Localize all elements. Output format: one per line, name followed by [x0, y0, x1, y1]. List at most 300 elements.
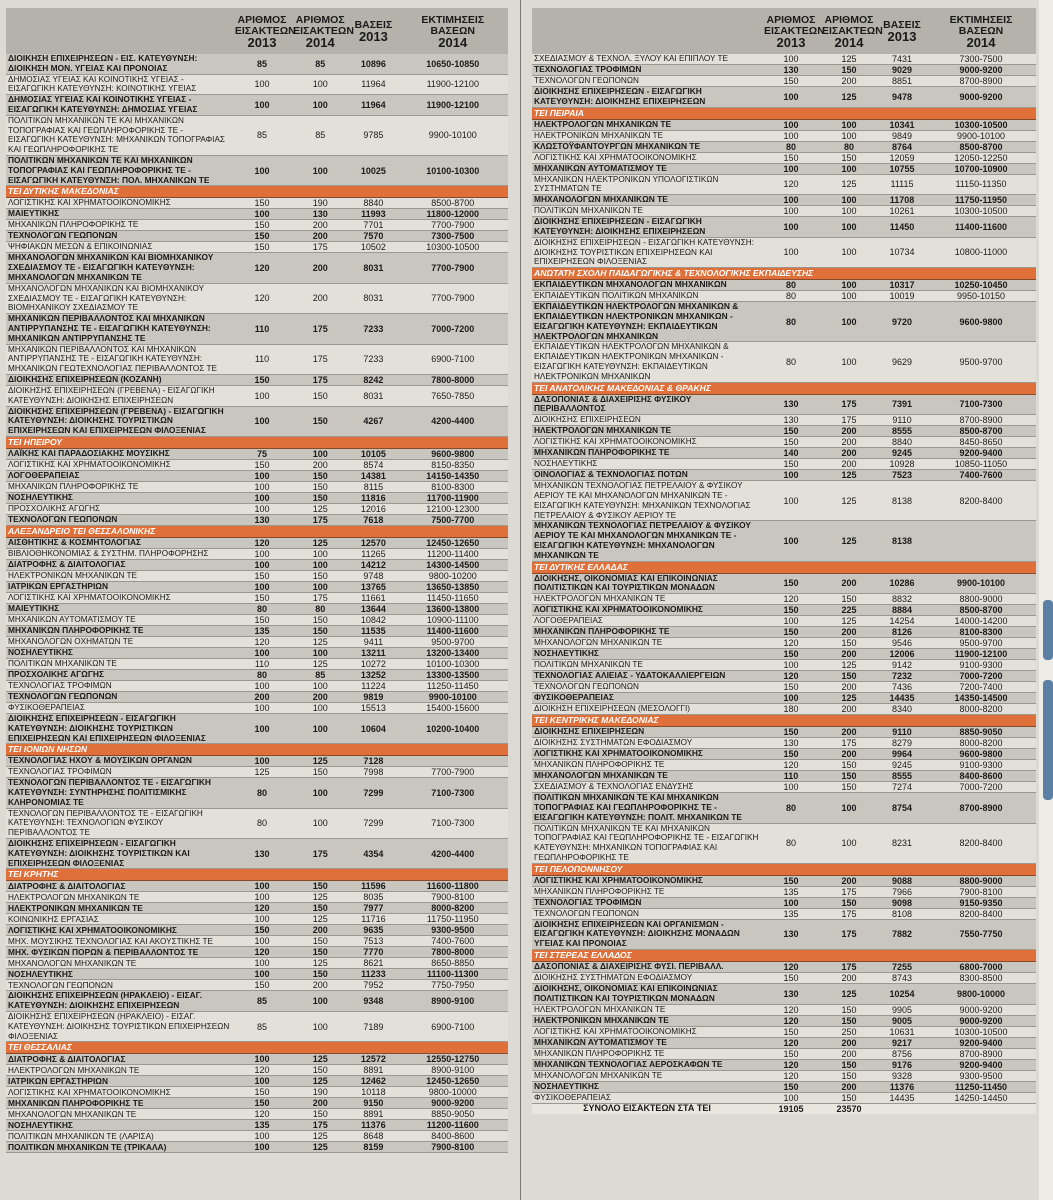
- section-title: ΤΕΙ ΔΥΤΙΚΗΣ ΜΑΚΕΔΟΝΙΑΣ: [6, 186, 508, 198]
- base-2013: 7998: [349, 767, 397, 778]
- base-2013: 7436: [878, 682, 926, 693]
- estimate-2014: 8500-8700: [926, 141, 1036, 152]
- table-row: [532, 1004, 1036, 1015]
- base-2013: 9110: [878, 415, 926, 426]
- base-2013: 8621: [349, 958, 397, 969]
- admissions-2013: 150: [762, 437, 820, 448]
- section-title: ΤΕΙ ΠΕΛΟΠΟΝΝΗΣΟΥ: [532, 863, 1036, 875]
- table-row: [532, 237, 1036, 267]
- table-row: [6, 581, 508, 592]
- admissions-2013: 100: [762, 521, 820, 561]
- estimate-2014: 8000-8200: [926, 738, 1036, 749]
- admissions-2013: 150: [233, 570, 291, 581]
- department-name: ΜΗΧΑΝΙΚΩΝ ΗΛΕΚΤΡΟΝΙΚΩΝ ΥΠΟΛΟΓΙΣΤΙΚΩΝ ΣΥΣΤΗΜΑΤΩΝ ΤΕ: [532, 174, 762, 195]
- admissions-2013: 100: [762, 1092, 820, 1103]
- estimate-2014: 10200-10400: [398, 713, 508, 743]
- base-2013: 7232: [878, 671, 926, 682]
- admissions-2014: 200: [291, 459, 349, 470]
- base-2013: 10341: [878, 119, 926, 130]
- section-header: [532, 863, 1036, 875]
- base-2013: 11224: [349, 680, 397, 691]
- admissions-2013: 110: [233, 314, 291, 344]
- admissions-2014: 150: [820, 1004, 878, 1015]
- base-2013: 9964: [878, 749, 926, 760]
- base-2013: 7770: [349, 947, 397, 958]
- estimate-2014: 8650-8850: [398, 958, 508, 969]
- table-row: [532, 908, 1036, 919]
- admissions-2013: 100: [762, 897, 820, 908]
- table-row: [6, 459, 508, 470]
- admissions-2013: 150: [762, 627, 820, 638]
- department-name: ΔΙΟΙΚΗΣΗΣ ΕΠΙΧΕΙΡΗΣΕΩΝ: [532, 727, 762, 738]
- admissions-2013: 100: [762, 163, 820, 174]
- admissions-2013: 120: [762, 1037, 820, 1048]
- admissions-2013: 100: [233, 702, 291, 713]
- department-name: ΙΑΤΡΙΚΩΝ ΕΡΓΑΣΤΗΡΙΩΝ: [6, 581, 233, 592]
- department-name: ΜΗΧΑΝΟΛΟΓΩΝ ΜΗΧΑΝΙΚΩΝ ΤΕ: [6, 958, 233, 969]
- admissions-2014: 80: [291, 603, 349, 614]
- department-name: ΗΛΕΚΤΡΟΛΟΓΩΝ ΜΗΧΑΝΙΚΩΝ ΤΕ: [532, 594, 762, 605]
- admissions-2013: 85: [233, 991, 291, 1012]
- estimate-2014: 9300-9500: [398, 925, 508, 936]
- table-row: [6, 636, 508, 647]
- table-row: [532, 727, 1036, 738]
- estimate-2014: 9300-9500: [926, 1070, 1036, 1081]
- admissions-2014: 125: [820, 174, 878, 195]
- table-row: [532, 738, 1036, 749]
- department-name: ΤΕΧΝΟΛΟΓΙΑΣ ΤΡΟΦΙΜΩΝ: [6, 767, 233, 778]
- admissions-2014: 100: [820, 119, 878, 130]
- estimate-2014: 7550-7750: [926, 919, 1036, 949]
- admissions-2014: 175: [291, 1120, 349, 1131]
- admissions-2014: 150: [291, 406, 349, 436]
- admissions-2014: 150: [820, 1070, 878, 1081]
- base-2013: 8031: [349, 283, 397, 313]
- admissions-2014: 150: [820, 1059, 878, 1070]
- admissions-2013: 100: [233, 1076, 291, 1087]
- table-row: [6, 198, 508, 209]
- department-name: ΔΙΑΤΡΟΦΗΣ & ΔΙΑΙΤΟΛΟΓΙΑΣ: [6, 1054, 233, 1065]
- table-row: [532, 130, 1036, 141]
- admissions-2014: 200: [291, 253, 349, 283]
- admissions-2013: 80: [762, 280, 820, 291]
- estimate-2014: 10850-11050: [926, 459, 1036, 470]
- estimate-2014: 10700-10900: [926, 163, 1036, 174]
- table-row: [6, 74, 508, 95]
- department-name: ΜΗΧΑΝΙΚΩΝ ΠΛΗΡΟΦΟΡΙΚΗΣ ΤΕ: [532, 627, 762, 638]
- admissions-2013: 120: [762, 1059, 820, 1070]
- admissions-2014: 100: [820, 206, 878, 217]
- admissions-2014: 200: [820, 704, 878, 715]
- admissions-2014: 100: [291, 95, 349, 116]
- department-name: ΜΗΧΑΝΙΚΩΝ ΠΕΡΙΒΑΛΛΟΝΤΟΣ ΚΑΙ ΜΗΧΑΝΙΚΩΝ ΑΝΤΙΡΡΥΠΑΝΣΗΣ ΤΕ - ΕΙΣΑΓΩΓΙΚΗ ΚΑΤΕΥΘΥΝΣΗ: ΜΗΧΑΝΙΚΩΝ ΑΝΤΙΡΡΥΠΑΝΣΗΣ ΤΕ: [6, 314, 233, 344]
- department-name: ΗΛΕΚΤΡΟΝΙΚΩΝ ΜΗΧΑΝΙΚΩΝ ΤΕ: [6, 903, 233, 914]
- department-name: ΜΑΙΕΥΤΙΚΗΣ: [6, 209, 233, 220]
- department-name: ΤΕΧΝΟΛΟΓΩΝ ΓΕΩΠΟΝΩΝ: [6, 980, 233, 991]
- base-2013: 7255: [878, 962, 926, 973]
- admissions-2013: 150: [233, 1087, 291, 1098]
- estimate-2014: 4200-4400: [398, 406, 508, 436]
- base-2013: 10118: [349, 1087, 397, 1098]
- table-row: [6, 1076, 508, 1087]
- department-name: ΙΑΤΡΙΚΩΝ ΕΡΓΑΣΤΗΡΙΩΝ: [6, 1076, 233, 1087]
- admissions-2014: 150: [820, 671, 878, 682]
- department-name: ΜΗΧΑΝΙΚΩΝ ΠΛΗΡΟΦΟΡΙΚΗΣ ΤΕ: [532, 448, 762, 459]
- table-row: [6, 283, 508, 313]
- table-row: [532, 54, 1036, 65]
- admissions-2014: 200: [291, 231, 349, 242]
- department-name: ΤΕΧΝΟΛΟΓΙΑΣ ΑΛΙΕΙΑΣ - ΥΔΑΤΟΚΑΛΛΙΕΡΓΕΙΩΝ: [532, 671, 762, 682]
- admissions-2013: 120: [233, 283, 291, 313]
- admissions-2013: 130: [762, 415, 820, 426]
- estimate-2014: 9600-9800: [926, 302, 1036, 342]
- admissions-2014: 125: [291, 756, 349, 767]
- base-2013: 10502: [349, 242, 397, 253]
- left-table: [6, 8, 508, 1153]
- base-2013: 7189: [349, 1012, 397, 1042]
- base-2013: 8242: [349, 374, 397, 385]
- admissions-2014: 125: [291, 537, 349, 548]
- admissions-2013: 100: [233, 492, 291, 503]
- admissions-2013: 80: [233, 669, 291, 680]
- base-2013: 7952: [349, 980, 397, 991]
- total-row: [532, 1103, 1036, 1114]
- admissions-2013: 130: [762, 65, 820, 76]
- estimate-2014: 7400-7600: [926, 470, 1036, 481]
- department-name: ΜΗΧΑΝΙΚΩΝ ΤΕΧΝΟΛΟΓΙΑΣ ΑΕΡΟΣΚΑΦΩΝ ΤΕ: [532, 1059, 762, 1070]
- base-2013: 8138: [878, 521, 926, 561]
- department-name: ΤΕΧΝΟΛΟΓΙΑΣ ΤΡΟΦΙΜΩΝ: [532, 897, 762, 908]
- admissions-2014: 150: [291, 492, 349, 503]
- estimate-2014: 14000-14200: [926, 616, 1036, 627]
- base-2013: 7233: [349, 314, 397, 344]
- department-name: ΔΗΜΟΣΙΑΣ ΥΓΕΙΑΣ ΚΑΙ ΚΟΙΝΟΤΙΚΗΣ ΥΓΕΙΑΣ - ΕΙΣΑΓΩΓΙΚΗ ΚΑΤΕΥΘΥΝΣΗ: ΔΗΜΟΣΙΑΣ ΥΓΕΙΑΣ: [6, 95, 233, 116]
- admissions-2013: 75: [233, 448, 291, 459]
- table-row: [532, 119, 1036, 130]
- table-row: [6, 691, 508, 702]
- base-2013: 7966: [878, 886, 926, 897]
- table-row: [6, 1087, 508, 1098]
- admissions-2014: 150: [291, 881, 349, 892]
- table-row: [532, 793, 1036, 823]
- base-2013: 9478: [878, 87, 926, 108]
- estimate-2014: 11750-11950: [398, 914, 508, 925]
- table-row: [6, 1054, 508, 1065]
- header-col1: ΑΡΙΘΜΟΣ ΕΙΣΑΚΤΕΩΝ 2013: [762, 8, 820, 54]
- admissions-2013: 85: [233, 54, 291, 74]
- estimate-2014: 11750-11950: [926, 195, 1036, 206]
- base-2013: 12462: [349, 1076, 397, 1087]
- section-header: [6, 869, 508, 881]
- department-name: ΗΛΕΚΤΡΟΛΟΓΩΝ ΜΗΧΑΝΙΚΩΝ ΤΕ: [6, 892, 233, 903]
- estimate-2014: 7000-7200: [926, 671, 1036, 682]
- admissions-2014: 125: [291, 892, 349, 903]
- admissions-2014: 200: [820, 76, 878, 87]
- base-2013: 7274: [878, 782, 926, 793]
- estimate-2014: 8800-9000: [926, 594, 1036, 605]
- estimate-2014: 7700-7900: [398, 253, 508, 283]
- department-name: ΛΟΓΙΣΤΙΚΗΣ ΚΑΙ ΧΡΗΜΑΤΟΟΙΚΟΝΟΜΙΚΗΣ: [532, 875, 762, 886]
- admissions-2013: 150: [762, 749, 820, 760]
- department-name: ΔΙΑΤΡΟΦΗΣ & ΔΙΑΙΤΟΛΟΓΙΑΣ: [6, 881, 233, 892]
- admissions-2014: 130: [291, 209, 349, 220]
- base-2013: 11708: [878, 195, 926, 206]
- estimate-2014: 9150-9350: [926, 897, 1036, 908]
- estimate-2014: 14300-14500: [398, 559, 508, 570]
- estimate-2014: 8100-8300: [926, 627, 1036, 638]
- admissions-2014: 125: [291, 1076, 349, 1087]
- admissions-2014: 200: [291, 283, 349, 313]
- department-name: ΜΗΧΑΝΙΚΩΝ ΠΛΗΡΟΦΟΡΙΚΗΣ ΤΕ: [6, 625, 233, 636]
- estimate-2014: 9100-9300: [926, 660, 1036, 671]
- department-name: ΠΟΛΙΤΙΚΩΝ ΜΗΧΑΝΙΚΩΝ ΤΕ: [532, 206, 762, 217]
- department-name: ΔΙΟΙΚΗΣΗ ΕΠΙΧΕΙΡΗΣΕΩΝ (ΜΕΣΟΛΟΓΓΙ): [532, 704, 762, 715]
- admissions-2014: 200: [291, 925, 349, 936]
- base-2013: 9029: [878, 65, 926, 76]
- admissions-2013: 150: [762, 1081, 820, 1092]
- admissions-2013: 100: [762, 54, 820, 65]
- estimate-2014: 7700-7900: [398, 283, 508, 313]
- admissions-2014: 150: [291, 1109, 349, 1120]
- column-divider: [520, 0, 521, 1200]
- table-row: [6, 767, 508, 778]
- section-title: ΤΕΙ ΔΥΤΙΚΗΣ ΕΛΛΑΔΑΣ: [532, 561, 1036, 573]
- admissions-2013: 100: [233, 503, 291, 514]
- estimate-2014: 8000-8200: [398, 903, 508, 914]
- admissions-2013: 150: [762, 76, 820, 87]
- table-row: [532, 76, 1036, 87]
- base-2013: 11993: [349, 209, 397, 220]
- admissions-2013: 100: [762, 237, 820, 267]
- base-2013: 9245: [878, 448, 926, 459]
- base-2013: 8126: [878, 627, 926, 638]
- admissions-2013: 120: [762, 594, 820, 605]
- estimate-2014: 11900-12100: [926, 649, 1036, 660]
- right-table-column: [532, 8, 1036, 1196]
- section-header: [6, 1042, 508, 1054]
- table-row: [532, 481, 1036, 521]
- admissions-2014: 100: [291, 680, 349, 691]
- department-name: ΝΟΣΗΛΕΥΤΙΚΗΣ: [6, 969, 233, 980]
- estimate-2014: 8200-8400: [926, 481, 1036, 521]
- table-row: [6, 892, 508, 903]
- estimate-2014: 7200-7400: [926, 682, 1036, 693]
- estimate-2014: 7000-7200: [398, 314, 508, 344]
- department-name: ΔΙΟΙΚΗΣΗΣ, ΟΙΚΟΝΟΜΙΑΣ ΚΑΙ ΕΠΙΚΟΙΝΩΝΙΑΣ ΠΟΛΙΤΙΣΤΙΚΩΝ ΚΑΙ ΤΟΥΡΙΣΤΙΚΩΝ ΜΟΝΑΔΩΝ: [532, 573, 762, 594]
- department-name: ΜΗΧ. ΜΟΥΣΙΚΗΣ ΤΕΧΝΟΛΟΓΙΑΣ ΚΑΙ ΑΚΟΥΣΤΙΚΗΣ ΤΕ: [6, 936, 233, 947]
- admissions-2014: 100: [820, 793, 878, 823]
- base-2013: 7523: [878, 470, 926, 481]
- total-label: ΣΥΝΟΛΟ ΕΙΣΑΚΤΕΩΝ ΣΤΑ ΤΕΙ: [532, 1103, 762, 1114]
- base-2013: 10928: [878, 459, 926, 470]
- admissions-2014: 100: [291, 713, 349, 743]
- department-name: ΝΟΣΗΛΕΥΤΙΚΗΣ: [532, 1081, 762, 1092]
- base-2013: 11596: [349, 881, 397, 892]
- department-name: ΚΟΙΝΩΝΙΚΗΣ ΕΡΓΑΣΙΑΣ: [6, 914, 233, 925]
- admissions-2014: 100: [291, 559, 349, 570]
- base-2013: 14435: [878, 1092, 926, 1103]
- section-header: [532, 715, 1036, 727]
- table-row: [532, 1092, 1036, 1103]
- department-name: ΜΗΧΑΝΙΚΩΝ ΠΛΗΡΟΦΟΡΙΚΗΣ ΤΕ: [6, 1098, 233, 1109]
- estimate-2014: 9600-9800: [926, 749, 1036, 760]
- admissions-2013: 100: [233, 548, 291, 559]
- admissions-2014: 150: [820, 760, 878, 771]
- admissions-2014: 150: [291, 767, 349, 778]
- admissions-2013: 120: [233, 1065, 291, 1076]
- estimate-2014: 13200-13400: [398, 647, 508, 658]
- base-2013: 8340: [878, 704, 926, 715]
- estimate-2014: 9000-9200: [926, 1004, 1036, 1015]
- base-2013: 8764: [878, 141, 926, 152]
- admissions-2013: 150: [233, 242, 291, 253]
- admissions-2013: 150: [233, 592, 291, 603]
- admissions-2014: 100: [820, 302, 878, 342]
- header-col1: ΑΡΙΘΜΟΣ ΕΙΣΑΚΤΕΩΝ 2013: [233, 8, 291, 54]
- admissions-2013: 150: [762, 1048, 820, 1059]
- base-2013: 8756: [878, 1048, 926, 1059]
- right-table-header: [532, 8, 1036, 54]
- table-row: [532, 1037, 1036, 1048]
- base-2013: 9849: [878, 130, 926, 141]
- table-row: [6, 1142, 508, 1153]
- base-2013: 7299: [349, 808, 397, 838]
- admissions-2014: 150: [820, 65, 878, 76]
- department-name: ΛΟΓΙΣΤΙΚΗΣ ΚΑΙ ΧΡΗΜΑΤΟΟΙΚΟΝΟΜΙΚΗΣ: [6, 198, 233, 209]
- admissions-2013: 125: [233, 767, 291, 778]
- department-name: ΔΙΟΙΚΗΣΗΣ ΕΠΙΧΕΙΡΗΣΕΩΝ (ΗΡΑΚΛΕΙΟ) - ΕΙΣΑΓ. ΚΑΤΕΥΘΥΝΣΗ: ΔΙΟΙΚΗΣΗΣ ΤΟΥΡΙΣΤΙΚΩΝ ΕΠΙΧΕΙΡΗΣΕΩΝ ΦΙΛΟΞΕΝΙΑΣ: [6, 1012, 233, 1042]
- admissions-2013: 100: [762, 119, 820, 130]
- table-row: [532, 749, 1036, 760]
- section-title: ΤΕΙ ΗΠΕΙΡΟΥ: [6, 436, 508, 448]
- department-name: ΕΚΠΑΙΔΕΥΤΙΚΩΝ ΗΛΕΚΤΡΟΛΟΓΩΝ ΜΗΧΑΝΙΚΩΝ & ΕΚΠΑΙΔΕΥΤΙΚΩΝ ΗΛΕΚΤΡΟΝΙΚΩΝ ΜΗΧΑΝΙΚΩΝ - ΕΙΣΑΓΩΓΙΚΗ ΚΑΤΕΥΘΥΝΣΗ: ΕΚΠΑΙΔΕΥΤΙΚΩΝ ΗΛΕΚΤΡΟΛΟΓΩΝ ΜΗΧΑΝΙΚΩΝ: [532, 302, 762, 342]
- table-row: [6, 1065, 508, 1076]
- base-2013: 9142: [878, 660, 926, 671]
- department-name: ΗΛΕΚΤΡΟΛΟΓΩΝ ΜΗΧΑΝΙΚΩΝ ΤΕ: [6, 1065, 233, 1076]
- section-header: [6, 525, 508, 537]
- admissions-2013: 80: [762, 793, 820, 823]
- base-2013: 8832: [878, 594, 926, 605]
- base-2013: 13765: [349, 581, 397, 592]
- table-row: [6, 936, 508, 947]
- department-name: ΤΕΧΝΟΛΟΓΩΝ ΠΕΡΙΒΑΛΛΟΝΤΟΣ ΤΕ - ΕΙΣΑΓΩΓΙΚΗ ΚΑΤΕΥΘΥΝΣΗ: ΣΥΝΤΗΡΗΣΗΣ ΠΟΛΙΤΙΣΜΙΚΗΣ ΚΛΗΡΟΝΟΜΙΑΣ ΤΕ: [6, 778, 233, 808]
- estimate-2014: 8200-8400: [926, 908, 1036, 919]
- admissions-2013: 180: [762, 704, 820, 715]
- base-2013: 11816: [349, 492, 397, 503]
- table-row: [532, 342, 1036, 382]
- base-2013: 12059: [878, 152, 926, 163]
- admissions-2014: 150: [291, 1065, 349, 1076]
- base-2013: 14435: [878, 693, 926, 704]
- table-row: [6, 680, 508, 691]
- table-row: [6, 808, 508, 838]
- estimate-2014: 9950-10150: [926, 291, 1036, 302]
- department-name: ΤΕΧΝΟΛΟΓΩΝ ΓΕΩΠΟΝΩΝ: [532, 908, 762, 919]
- estimate-2014: 7400-7600: [398, 936, 508, 947]
- section-title: ΤΕΙ ΚΕΝΤΡΙΚΗΣ ΜΑΚΕΔΟΝΙΑΣ: [532, 715, 1036, 727]
- admissions-2013: 100: [762, 130, 820, 141]
- estimate-2014: 10300-10500: [926, 119, 1036, 130]
- table-row: [6, 470, 508, 481]
- left-table-body: [6, 54, 508, 1153]
- header-col2: ΑΡΙΘΜΟΣ ΕΙΣΑΚΤΕΩΝ 2014: [820, 8, 878, 54]
- admissions-2013: 130: [762, 738, 820, 749]
- table-row: [532, 280, 1036, 291]
- department-name: ΗΛΕΚΤΡΟΝΙΚΩΝ ΜΗΧΑΝΙΚΩΝ ΤΕ: [532, 1015, 762, 1026]
- department-name: ΨΗΦΙΑΚΩΝ ΜΕΣΩΝ & ΕΠΙΚΟΙΝΩΝΙΑΣ: [6, 242, 233, 253]
- base-2013: 10261: [878, 206, 926, 217]
- estimate-2014: 8850-9050: [926, 727, 1036, 738]
- table-row: [6, 344, 508, 374]
- admissions-2013: 140: [762, 448, 820, 459]
- admissions-2014: 100: [291, 581, 349, 592]
- admissions-2013: 100: [233, 481, 291, 492]
- base-2013: 11661: [349, 592, 397, 603]
- estimate-2014: 12450-12650: [398, 1076, 508, 1087]
- admissions-2014: 150: [820, 638, 878, 649]
- table-row: [6, 115, 508, 155]
- base-2013: 8279: [878, 738, 926, 749]
- admissions-2013: 100: [233, 1142, 291, 1153]
- admissions-2013: 110: [233, 344, 291, 374]
- admissions-2013: 80: [233, 778, 291, 808]
- admissions-2014: 80: [820, 141, 878, 152]
- department-name: ΜΗΧΑΝΙΚΩΝ ΠΛΗΡΟΦΟΡΙΚΗΣ ΤΕ: [6, 220, 233, 231]
- admissions-2013: 100: [762, 693, 820, 704]
- department-name: ΔΙΟΙΚΗΣΗΣ ΕΠΙΧΕΙΡΗΣΕΩΝ: [532, 415, 762, 426]
- base-2013: 8840: [349, 198, 397, 209]
- estimate-2014: 12550-12750: [398, 1054, 508, 1065]
- base-2013: 8115: [349, 481, 397, 492]
- section-title: ΤΕΙ ΙΟΝΙΩΝ ΝΗΣΩΝ: [6, 744, 508, 756]
- admissions-2014: 100: [291, 808, 349, 838]
- table-row: [6, 603, 508, 614]
- page-edge: [1039, 0, 1053, 1200]
- table-row: [532, 605, 1036, 616]
- estimate-2014: 4200-4400: [398, 839, 508, 869]
- admissions-2014: 200: [820, 426, 878, 437]
- admissions-2014: 150: [291, 947, 349, 958]
- admissions-2014: 100: [291, 702, 349, 713]
- admissions-2014: 175: [820, 919, 878, 949]
- admissions-2013: 150: [233, 459, 291, 470]
- admissions-2013: 150: [233, 231, 291, 242]
- estimate-2014: 8100-8300: [398, 481, 508, 492]
- department-name: ΛΟΓΙΣΤΙΚΗΣ ΚΑΙ ΧΡΗΜΑΤΟΟΙΚΟΝΟΜΙΚΗΣ: [6, 1087, 233, 1098]
- header-col3: ΒΑΣΕΙΣ 2013: [878, 8, 926, 54]
- estimate-2014: 7900-8100: [926, 886, 1036, 897]
- admissions-2014: 200: [820, 1081, 878, 1092]
- admissions-2013: 100: [233, 881, 291, 892]
- admissions-2013: 80: [762, 302, 820, 342]
- estimate-2014: 14250-14450: [926, 1092, 1036, 1103]
- department-name: ΣΧΕΔΙΑΣΜΟΥ & ΤΕΧΝΟΛΟΓΙΑΣ ΕΝΔΥΣΗΣ: [532, 782, 762, 793]
- department-name: ΗΛΕΚΤΡΟΛΟΓΩΝ ΜΗΧΑΝΙΚΩΝ ΤΕ: [532, 1004, 762, 1015]
- section-title: ΤΕΙ ΑΝΑΤΟΛΙΚΗΣ ΜΑΚΕΔΟΝΙΑΣ & ΘΡΑΚΗΣ: [532, 382, 1036, 394]
- admissions-2013: 120: [762, 174, 820, 195]
- section-header: [532, 382, 1036, 394]
- base-2013: 10025: [349, 155, 397, 185]
- admissions-2013: 110: [762, 771, 820, 782]
- department-name: ΜΗΧΑΝΙΚΩΝ ΠΛΗΡΟΦΟΡΙΚΗΣ ΤΕ: [532, 886, 762, 897]
- department-name: ΠΟΛΙΤΙΚΩΝ ΜΗΧΑΝΙΚΩΝ ΤΕ ΚΑΙ ΜΗΧΑΝΙΚΩΝ ΤΟΠΟΓΡΑΦΙΑΣ ΚΑΙ ΓΕΩΠΛΗΡΟΦΟΡΙΚΗΣ ΤΕ - ΕΙΣΑΓΩΓΙΚΗ ΚΑΤΕΥΘΥΝΣΗ: ΠΟΛΙΤ. ΜΗΧΑΝΙΚΩΝ ΤΕ: [532, 793, 762, 823]
- department-name: ΜΗΧΑΝΙΚΩΝ ΠΛΗΡΟΦΟΡΙΚΗΣ ΤΕ: [532, 760, 762, 771]
- base-2013: 9785: [349, 115, 397, 155]
- admissions-2014: 150: [820, 594, 878, 605]
- admissions-2014: 250: [820, 1026, 878, 1037]
- table-row: [6, 914, 508, 925]
- table-row: [6, 406, 508, 436]
